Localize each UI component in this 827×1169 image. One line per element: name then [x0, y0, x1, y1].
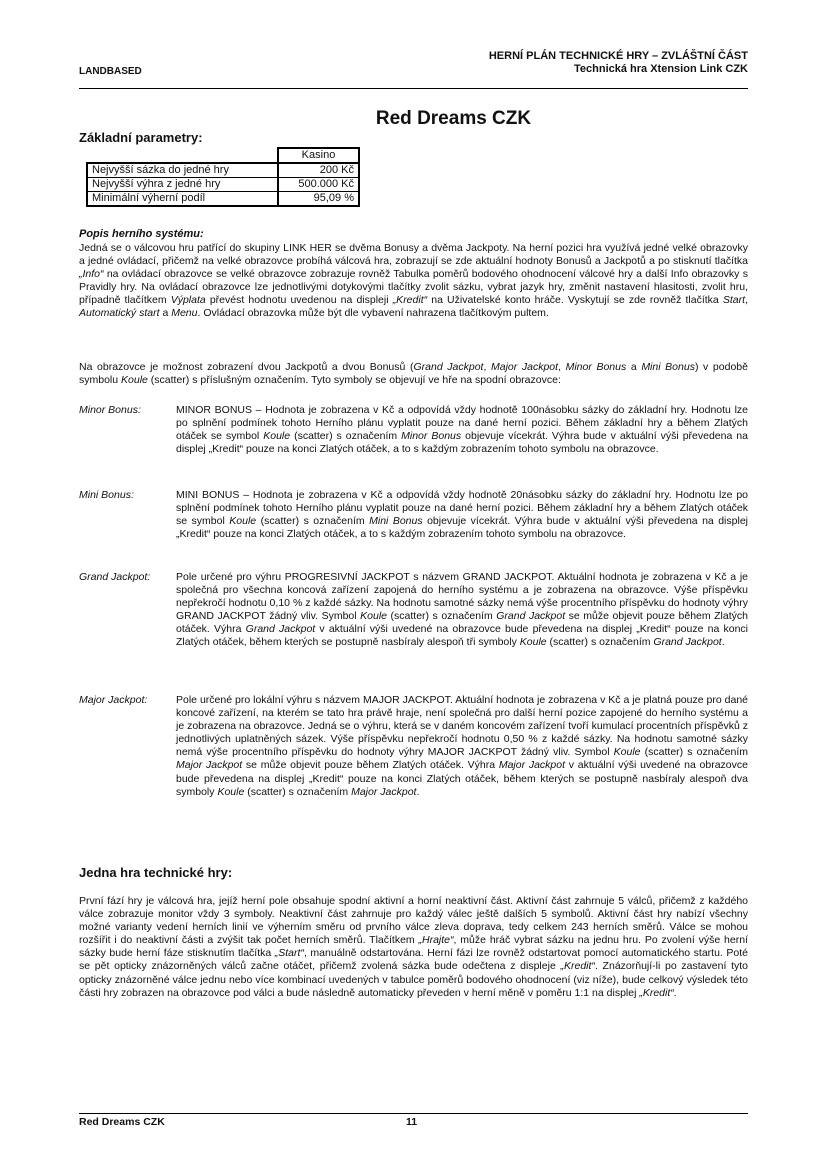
term-text: Minor Bonus	[79, 404, 138, 416]
text-run-italic: Mini Bonus	[641, 361, 695, 373]
text-run-italic: Koule	[519, 636, 547, 649]
term-text: Grand Jackpot	[79, 571, 148, 583]
term-text: Major Jackpot	[79, 694, 145, 706]
definition-body	[176, 404, 748, 456]
definition-term: Major Jackpot:	[79, 694, 148, 706]
text-run-italic: Automatický start	[79, 307, 160, 320]
table-header-row	[87, 148, 359, 163]
text-run: . Ovládací obrazovka může být dle vybavení nahrazena tlačítkovým pultem.	[197, 307, 549, 320]
definition-body	[176, 489, 748, 541]
definition-minor-bonus	[79, 404, 748, 456]
definition-body	[176, 694, 748, 799]
text-run: (scatter) s příslušným označením. Tyto symboly se objevují ve hře na spodní obrazovce:	[147, 374, 561, 387]
header-right	[489, 50, 748, 76]
definition-mini-bonus	[79, 489, 748, 541]
text-run-italic: Koule	[360, 610, 387, 623]
text-run: (scatter) s označením	[387, 610, 497, 623]
text-run: v aktuální výši uvedené na obrazovce bude převedena na displej „Kredit“ pouze na konci Zlatých otáček, během kterých se postupně nasbíraly alespoň dva symboly	[176, 759, 748, 798]
text-run-italic: „Kredit“	[560, 960, 595, 973]
header-left-label: LANDBASED	[79, 66, 142, 77]
text-run: .	[673, 986, 677, 999]
table-header-empty-cell	[87, 148, 278, 163]
text-run: na ovládací obrazovce se velké obrazovce zobrazuje rovněž Tabulka poměrů bodového ohodnocení válcové hry a další Info obrazovky s Pravidly hry. Na ovládací obrazovce lze jednotlivými dotykovými tlačítky zvolit sázku, vybrat jazyk hry, změnit nastavení hlasitosti, zvolit hru, případně tlačítkem	[79, 268, 748, 307]
definition-grand-jackpot	[79, 571, 748, 650]
text-run: Na obrazovce je možnost zobrazení dvou Jackpotů a dvou Bonusů (	[79, 361, 414, 373]
param-label: Nejvyšší výhra z jedné hry	[87, 178, 278, 192]
table-row	[87, 163, 359, 178]
one-game-heading: Jedna hra technické hry:	[79, 865, 233, 880]
one-game-paragraph	[79, 895, 748, 1000]
text-run: .	[416, 785, 420, 798]
definition-term: Minor Bonus:	[79, 404, 141, 416]
text-run-italic: Koule	[121, 374, 148, 387]
system-description-paragraph-2	[79, 361, 748, 387]
text-run-italic: Minor Bonus	[401, 430, 462, 443]
text-run: ) v podobě symbolu	[79, 361, 748, 387]
table-row	[87, 178, 359, 192]
text-run: (scatter) s označením	[546, 636, 654, 649]
text-run: objevuje vícekrát. Výhra bude v aktuální výši převedena na displej „Kredit“ pouze na konci Zlatých otáček, a to s každým zobrazením tohoto symbolu na obrazovce.	[176, 430, 748, 456]
text-run: (scatter) s označením	[256, 515, 370, 528]
text-run: ,	[745, 294, 748, 307]
text-run-italic: Koule	[263, 430, 291, 443]
text-run: .	[721, 636, 725, 649]
basic-params-table	[86, 147, 360, 207]
text-run-italic: Start	[722, 294, 746, 307]
definition-term: Grand Jackpot:	[79, 571, 151, 583]
text-run: v aktuální výši uvedené na obrazovce bude převedena na displej „Kredit“ pouze na konci Zlatých otáček, během kterých se postupně nasbíraly alespoň tři symboly	[176, 623, 748, 649]
text-run-italic: Koule	[613, 746, 641, 759]
footer-doc-name: Red Dreams CZK	[79, 1116, 165, 1128]
text-run-italic: Koule	[217, 785, 245, 798]
text-run: na Uživatelské konto hráče. Vyskytují se zde rovněž tlačítka	[427, 294, 723, 307]
text-run-italic: Grand Jackpot	[653, 636, 722, 649]
text-run: se může objevit pouze během Zlatých otáček. Výhra	[242, 759, 499, 772]
text-run: se může objevit pouze během Zlatých otáček. Výhra	[176, 610, 748, 636]
table-row	[87, 192, 359, 207]
page-title: Red Dreams CZK	[375, 108, 532, 129]
text-run-italic: „Hrajte“	[418, 934, 454, 947]
text-run: , může hráč vybrat sázku na jednu hru. Po zvolení výše herní sázky bude herní fáze stisknutím tlačítka	[79, 934, 748, 960]
text-run: Pole určené pro výhru PROGRESIVNÍ JACKPOT s názvem GRAND JACKPOT. Aktuální hodnota je zobrazena v Kč a je společná pro všechna koncová zařízení zapojená do herního systému a je zobrazena na obrazovce. Výše příspěvku nepřekročí hodnotu 0,10 % z každé sázky. Na hodnotu samotné sázky nemá výše procentního příspěvku do hodnoty výhry GRAND JACKPOT žádný vliv. Symbol	[176, 571, 748, 623]
text-run: Jedná se o válcovou hru patřící do skupiny LINK HER se dvěma Bonusy a dvěma Jackpoty. Na herní pozici hra využívá jedné velké obrazovky a jedné ovládací, přičemž na velké obrazovce probíhá válcová hra, zobrazují se zde aktuální hodnoty Bonusů a Jackpotů a po stisknutí tlačítka	[79, 242, 748, 268]
header-doc-title: HERNÍ PLÁN TECHNICKÉ HRY – ZVLÁŠTNÍ ČÁST	[488, 50, 748, 62]
text-run: MINI BONUS – Hodnota je zobrazena v Kč a odpovídá vždy hodnotě 20násobku sázky do základní hry. Hodnotu lze po splnění podmínek tohoto Herního plánu vyplatit pouze na dané herní pozici. Během základní hry a během Zlatých otáček se symbol	[176, 489, 748, 528]
text-run: objevuje vícekrát. Výhra bude v aktuální výši převedena na displej „Kredit“ pouze na konci Zlatých otáček, a to s každým zobrazením tohoto symbolu na obrazovce.	[176, 515, 748, 541]
header-divider	[79, 88, 748, 89]
text-run-italic: Mini Bonus	[369, 515, 423, 528]
text-run: Pole určené pro lokální výhru s názvem MAJOR JACKPOT. Aktuální hodnota je zobrazena v Kč a je platná pouze pro dané koncové zařízení, na kterém se tato hra právě hraje, není společná pro další herní pozice zapojené do herního systému a je zobrazena na obrazovce. Jedná se o výhru, která se v daném koncovém zařízení tvoří kumulací procentních příspěvků z jednotlivých uplatněných sázek. Výše příspěvku nepřekročí hodnotu 0,50 % z každé sázky. Na hodnotu samotné sázky nemá výše procentního příspěvku do hodnoty výhry MAJOR JACKPOT žádný vliv. Symbol	[176, 694, 748, 759]
text-run: MINOR BONUS – Hodnota je zobrazena v Kč a odpovídá vždy hodnotě 100násobku sázky do základní hry. Hodnotu lze po splnění podmínek tohoto Herního plánu vyplatit pouze na dané herní pozici. Během základní hry a během Zlatých otáček se symbol	[176, 404, 748, 443]
term-text: Mini Bonus	[79, 489, 131, 501]
header-doc-subtitle: Technická hra Xtension Link CZK	[574, 63, 748, 75]
text-run: První fází hry je válcová hra, jejíž herní pole obsahuje spodní aktivní a horní neaktivní část. Aktivní část zahrnuje 5 válců, přičemž z každého válce zobrazuje monitor vždy 3 symboly. Neaktivní část zahrnuje pro každý válec ještě dalších 5 symbolů. Aktivní část hry nabízí všechny možné varianty vedení herních linií ve výherním směru od prvního válce zleva doprava, tedy celkem 243 herních směrů. Válce se mohou rozšířit i do neaktivní části a zvýšit tak počet herních směrů. Tlačítkem	[79, 895, 748, 947]
text-run: , manuálně odstartována. Herní fázi lze rovněž odstartovat pomocí automatického startu. Poté se pět opticky znázorněných válců začne otáčet, přičemž zvolená sázka bude odečtena z displeje	[79, 947, 748, 973]
text-run: ,	[483, 361, 491, 373]
text-run: (scatter) s označením	[290, 430, 402, 443]
text-run-italic: Major Jackpot	[498, 759, 566, 772]
text-run-italic: Major Jackpot	[176, 759, 243, 772]
text-run-italic: Koule	[229, 515, 257, 528]
param-value: 200 Kč	[278, 163, 359, 178]
system-description-heading: Popis herního systému:	[79, 228, 204, 240]
text-run-italic: Minor Bonus	[565, 361, 627, 373]
text-run: převést hodnotu uvedenou na displeji	[205, 294, 393, 307]
definition-major-jackpot	[79, 694, 748, 799]
param-label: Minimální výherní podíl	[87, 192, 278, 207]
basic-params-heading: Základní parametry:	[79, 130, 203, 145]
text-run-italic: „Kredit“	[392, 294, 428, 307]
text-run-italic: Major Jackpot	[491, 361, 559, 373]
text-run: ,	[558, 361, 566, 373]
text-run-italic: Výplata	[170, 294, 206, 307]
text-run-italic: Major Jackpot	[351, 785, 417, 798]
text-run-italic: Grand Jackpot	[245, 623, 316, 636]
text-run: a	[159, 307, 172, 320]
text-run: . Znázorňují-li po zastavení tyto opticky znázorněné válce jednu nebo více kombinací uvedených v tabulce poměrů bodového ohodnocení (viz níže), bude celkový výsledek této části hry zobrazen na obrazovce pod válci a bude následně automaticky převeden v herní měně v poměru 1:1 na displej	[79, 960, 749, 999]
definition-body	[176, 571, 748, 650]
text-run-italic: „Start“	[274, 947, 304, 960]
text-run: (scatter) s označením	[640, 746, 748, 759]
table-header-kasino: Kasino	[278, 148, 359, 163]
text-run: a	[626, 361, 642, 373]
text-run-italic: Menu	[171, 307, 198, 320]
text-run-italic: Grand Jackpot	[413, 361, 484, 373]
text-run-italic: „Kredit“	[639, 986, 674, 999]
system-description-paragraph-1	[79, 242, 748, 321]
definition-term: Mini Bonus:	[79, 489, 134, 501]
footer-divider	[79, 1113, 748, 1114]
param-value: 95,09 %	[278, 192, 359, 207]
param-value: 500.000 Kč	[278, 178, 359, 192]
text-run-italic: „Info“	[79, 268, 104, 281]
text-run-italic: Grand Jackpot	[496, 610, 566, 623]
param-label: Nejvyšší sázka do jedné hry	[87, 163, 278, 178]
text-run: (scatter) s označením	[244, 785, 352, 798]
page-number: 11	[406, 1116, 418, 1128]
